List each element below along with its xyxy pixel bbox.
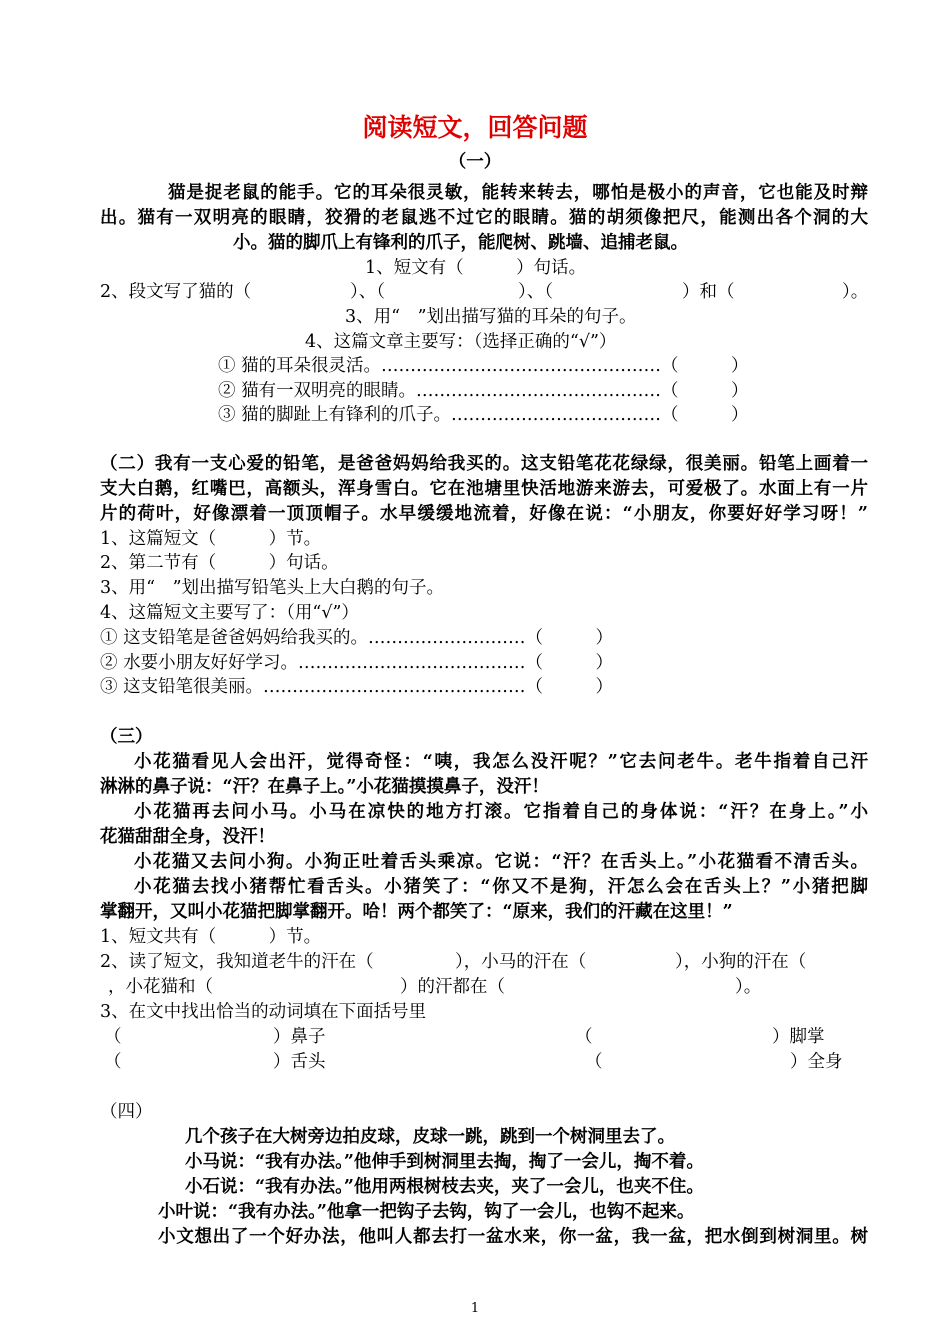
section-1-paragraph-line: 出。猫有一双明亮的眼睛，狡猾的老鼠逃不过它的眼睛。猫的胡须像把尺，能测出各个洞的大	[100, 208, 868, 228]
section-4-paragraph-line: 几个孩子在大树旁边拍皮球，皮球一跳，跳到一个树洞里去了。	[185, 1127, 675, 1147]
section-1-option: ① 猫的耳朵很灵活。…………………………………………（ ）	[218, 356, 749, 376]
section-1-question-4: 4、这篇文章主要写：（选择正确的“√”）	[305, 332, 617, 352]
section-1-question-1: 1、短文有（ ）句话。	[365, 258, 587, 278]
section-3-paragraph-line: 掌翻开，又叫小花猫把脚掌翻开。哈！两个都笑了：“原来，我们的汗藏在这里！”	[100, 902, 733, 922]
section-1-heading: （一）	[448, 152, 502, 172]
section-2-option: ① 这支铅笔是爸爸妈妈给我买的。………………………（ ）	[100, 628, 614, 648]
section-2-question: 4、这篇短文主要写了：（用“√”）	[100, 603, 359, 623]
section-1-paragraph-line: 猫是捉老鼠的能手。它的耳朵很灵敏，能转来转去，哪怕是极小的声音，它也能及时辩	[168, 183, 868, 203]
section-1-paragraph-line: 小。猫的脚爪上有锋利的爪子，能爬树、跳墙、追捕老鼠。	[233, 233, 688, 253]
page-title: 阅读短文，回答问题	[362, 113, 588, 142]
section-4-heading: （四）	[100, 1102, 153, 1122]
section-2-question: 1、这篇短文（ ）节。	[100, 529, 322, 549]
section-3-paragraph-line: 小花猫去找小猪帮忙看舌头。小猪笑了：“你又不是狗，汗怎么会在舌头上？”小猪把脚	[134, 877, 868, 897]
section-1-option: ② 猫有一双明亮的眼睛。……………………………………（ ）	[218, 381, 749, 401]
section-2-paragraph-line: 片的荷叶，好像漂着一顶顶帽子。水早缓缓地流着，好像在说：“小朋友，你要好好学习呀！”	[100, 504, 868, 524]
section-3-paragraph-line: 小花猫再去问小马。小马在凉快的地方打滚。它指着自己的身体说：“汗？在身上。”小	[134, 802, 868, 822]
section-3-paragraph-line: 淋淋的鼻子说：“汗？在鼻子上。”小花猫摸摸鼻子，没汗！	[100, 777, 549, 797]
worksheet-page: 阅读短文，回答问题 （一） 猫是捉老鼠的能手。它的耳朵很灵敏，能转来转去，哪怕是极小的声音，它也能及时辩 出。猫有一双明亮的眼睛，狡猾的老鼠逃不过它的眼睛。猫的胡须像把尺，能测出各个洞的大 小。猫的脚爪上有锋利的爪子，能爬树、跳墙、追捕老鼠。 1、短文有（ ）句话。 2、段文写了猫的（ ）、（ ）、（ ）和（ ）。 3、用“ ”划出描写猫的耳朵的句子。 4、这篇文章主要写：（选择正确的“√”） ① 猫的耳朵很灵活。…………………………………………（ ） ② 猫有一双明亮的眼睛。……………………………………（ ） ③ 猫的脚趾上有锋利的爪子。………………………………（ ） （二）我有一支心爱的铅笔，是爸爸妈妈给我买的。这支铅笔花花绿绿，很美丽。铅笔上画着一 支大白鹅，红嘴巴，高额头，浑身雪白。它在池塘里快活地游来游去，可爱极了。水面上有一片 片的荷叶，好像漂着一顶顶帽子。水早缓缓地流着，好像在说：“小朋友，你要好好学习呀！” 1、这篇短文（ ）节。 2、第二节有（ ）句话。 3、用“ ”划出描写铅笔头上大白鹅的句子。 4、这篇短文主要写了：（用“√”） ① 这支铅笔是爸爸妈妈给我买的。………………………（ ） ② 水要小朋友好好学习。…………………………………（ ） ③ 这支铅笔很美丽。………………………………………（ ） （三） 小花猫看见人会出汗，觉得奇怪：“咦，我怎么没汗呢？”它去问老牛。老牛指着自己汗 淋淋的鼻子说：“汗？在鼻子上。”小花猫摸摸鼻子，没汗！ 小花猫再去问小马。小马在凉快的地方打滚。它指着自己的身体说：“汗？在身上。”小 花猫甜甜全身，没汗！ 小花猫又去问小狗。小狗正吐着舌头乘凉。它说：“汗？在舌头上。”小花猫看不清舌头。 小花猫去找小猪帮忙看舌头。小猪笑了：“你又不是狗，汗怎么会在舌头上？”小猪把脚 掌翻开，又叫小花猫把脚掌翻开。哈！两个都笑了：“原来，我们的汗藏在这里！” 1、短文共有（ ）节。 2、读了短文，我知道老牛的汗在（ ），小马的汗在（ ），小狗的汗在（ ，小花猫和（ ）的汗都在（ ）。 3、在文中找出恰当的动词填在下面括号里 （ ）鼻子 （ ）脚掌 （ ）舌头 （ ）全身 （四） 几个孩子在大树旁边拍皮球，皮球一跳，跳到一个树洞里去了。 小马说：“我有办法。”他伸手到树洞里去掏，掏了一会儿，掏不着。 小石说：“我有办法。”他用两根树枝去夹，夹了一会儿，也夹不住。 小叶说：“我有办法。”他拿一把钩子去钩，钩了一会儿，也钩不起来。 小文想出了一个好办法，他叫人都去打一盆水来，你一盆，我一盆，把水倒到树洞里。树 1	[0, 0, 950, 1344]
section-2-paragraph-line: （二）我有一支心爱的铅笔，是爸爸妈妈给我买的。这支铅笔花花绿绿，很美丽。铅笔上画着一	[100, 454, 868, 474]
section-4-paragraph-line: 小文想出了一个好办法，他叫人都去打一盆水来，你一盆，我一盆，把水倒到树洞里。树	[158, 1227, 868, 1247]
page-number: 1	[470, 1301, 480, 1316]
section-3-heading: （三）	[100, 727, 153, 747]
section-3-paragraph-line: 小花猫又去问小狗。小狗正吐着舌头乘凉。它说：“汗？在舌头上。”小花猫看不清舌头。	[134, 852, 868, 872]
section-1-option: ③ 猫的脚趾上有锋利的爪子。………………………………（ ）	[218, 405, 749, 425]
section-1-question-3: 3、用“ ”划出描写猫的耳朵的句子。	[345, 307, 637, 327]
section-2-option: ③ 这支铅笔很美丽。………………………………………（ ）	[100, 677, 614, 697]
section-4-paragraph-line: 小石说：“我有办法。”他用两根树枝去夹，夹了一会儿，也夹不住。	[185, 1177, 704, 1197]
section-4-paragraph-line: 小叶说：“我有办法。”他拿一把钩子去钩，钩了一会儿，也钩不起来。	[158, 1202, 695, 1222]
section-2-question: 2、第二节有（ ）句话。	[100, 553, 339, 573]
section-4-paragraph-line: 小马说：“我有办法。”他伸手到树洞里去掏，掏了一会儿，掏不着。	[185, 1152, 704, 1172]
section-2-question: 3、用“ ”划出描写铅笔头上大白鹅的句子。	[100, 578, 445, 598]
section-3-paragraph-line: 花猫甜甜全身，没汗！	[100, 827, 275, 847]
section-3-question-1: 1、短文共有（ ）节。	[100, 927, 322, 947]
section-3-paragraph-line: 小花猫看见人会出汗，觉得奇怪：“咦，我怎么没汗呢？”它去问老牛。老牛指着自己汗	[134, 752, 868, 772]
section-3-question-3: 3、在文中找出恰当的动词填在下面括号里	[100, 1002, 427, 1022]
section-2-option: ② 水要小朋友好好学习。…………………………………（ ）	[100, 653, 614, 673]
section-2-paragraph-line: 支大白鹅，红嘴巴，高额头，浑身雪白。它在池塘里快活地游来游去，可爱极了。水面上有一片	[100, 479, 868, 499]
